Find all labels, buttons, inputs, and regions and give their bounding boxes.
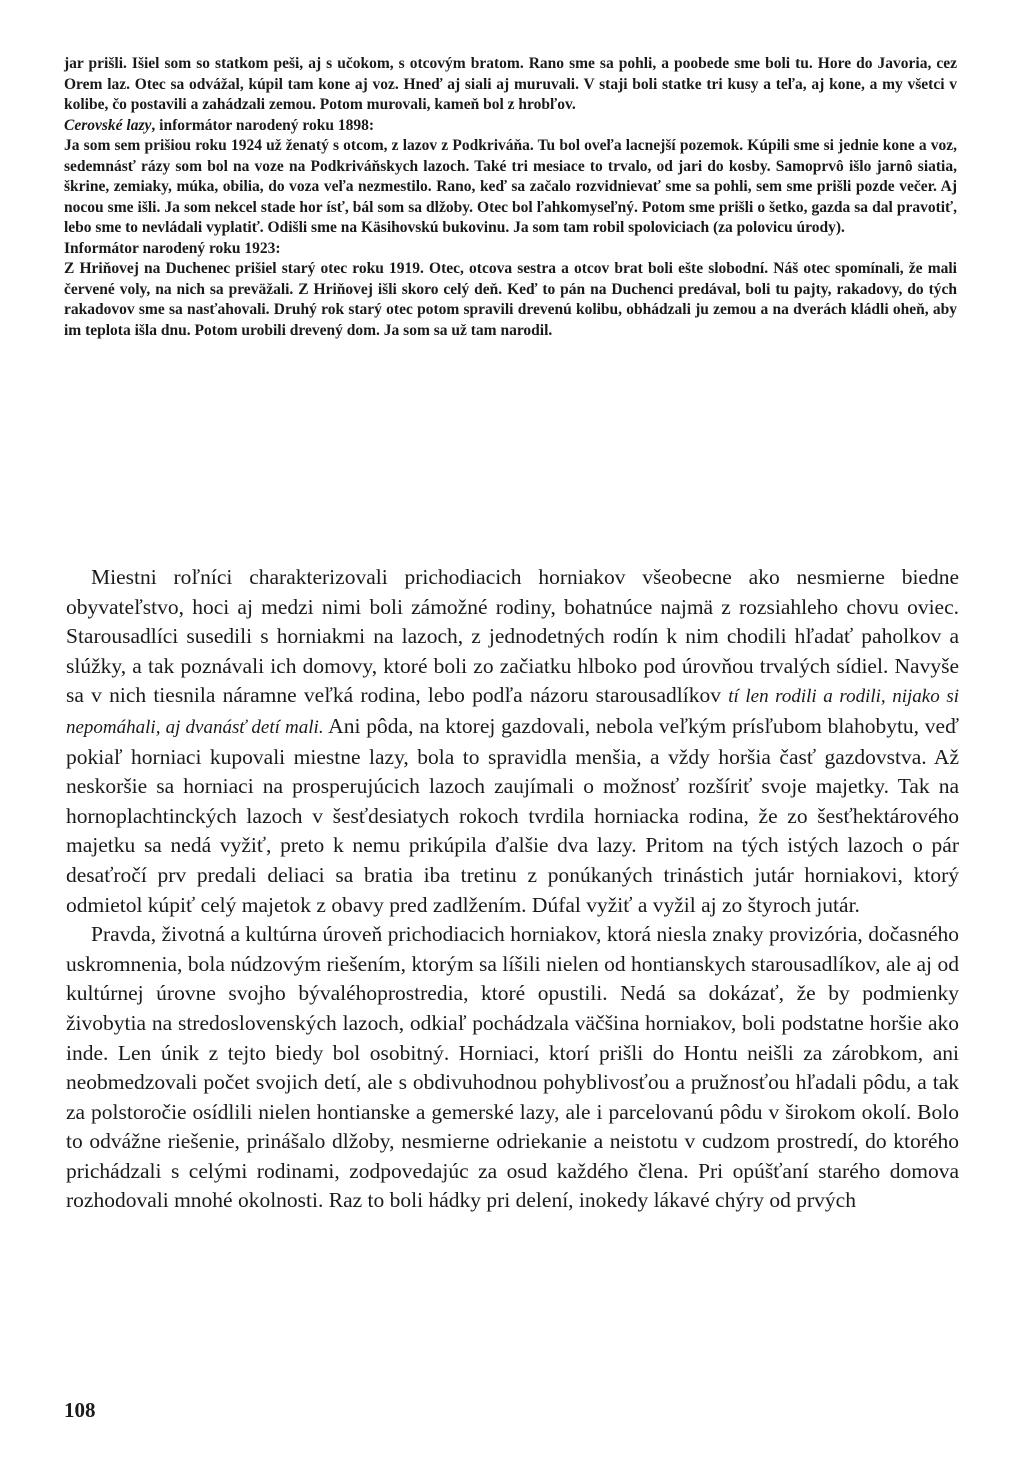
informant1-text: Ja som sem prišiou roku 1924 už ženatý s otcom, z lazov z Podkriváňa. Tu bol oveľa lacnejší pozemok. Kúpili sme si jednie kone a voz, sedemnásť rázy som bol na voze na Podkriváňskych lazoch. Také tri mesiace to trvalo, od jari do kosby. Samoprvô išlo jarnô siatia, škrine, zemiaky, múka, obilia, do voza veľa nezmestilo. Rano, keď sa začalo rozvidnievať sme sa pohli, sem sme prišli pozde večer. Aj nocou sme išli. Ja som nekcel stade hor ísť, bál som sa dlžoby. Otec bol ľahkomyseľný. Potom sme prišli o šetko, gazda sa dal pravotiť, lebo sme to nevládali vyplatiť. Odišli sme na Käsihovskú bukovinu. Ja som tam robil spoloviciach (za polovicu úrody).	[64, 137, 957, 236]
paragraph-1-end: Ani pôda, na ktorej gazdovali, nebola veľkým prísľubom blahobytu, veď pokiaľ horniaci kupovali miestne lazy, bola to spravidla menšia, a vždy horšia časť gazdovstva. Až neskoršie sa horniaci na prosperujúcich lazoch zaujímali o možnosť rozšíriť svoje majetky. Tak na hornoplachtinckých lazoch v šesťdesiatych rokoch tvrdila horniacka rodina, že zo šesťhektárového majetku sa nedá vyžiť, preto k nemu prikúpila ďalšie dva lazy. Pritom na tých istých lazoch o pár desaťročí prv predali deliaci sa bratia iba tretinu z ponúkaných trinástich jutár horniakovi, ktorý odmietol kúpiť celý majetok z obavy pred zadlžením. Dúfal vyžiť a vyžil aj zo štyroch jutár.	[66, 713, 960, 917]
testimony-continuation: jar prišli. Išiel som so statkom peši, aj s učokom, s otcovým bratom. Rano sme sa pohli, a poobede sme boli tu. Hore do Javoria, cez Orem laz. Otec sa odvážal, kúpil tam kone aj voz. Hneď aj siali aj muruvali. V staji boli statke tri kusy a teľa, aj kone, a my všetci v kolibe, čo postavili a zahádzali zemou. Potom murovali, kameň bol z hrobľov.	[64, 55, 957, 113]
paragraph-1-quote: tí len rodili a rodili, nijako si nepomáhali, aj dvanásť detí mali.	[66, 686, 959, 738]
informant2-text: Z Hriňovej na Duchenec prišiel starý otec roku 1919. Otec, otcova sestra a otcov brat boli ešte slobodní. Náš otec spomínali, že mali červené voly, na nich sa preväžali. Z Hriňovej išli skoro celý deň. Keď to pán na Duchenci predával, boli tu pajty, rakadovy, do tých rakadovov sme sa nasťahovali. Druhý rok starý otec potom spravili drevenú kolibu, obhádzali ju zemou a na dverách kládli oheň, aby im teplota išla dnu. Potom urobili drevený dom. Ja som sa už tam narodil.	[64, 260, 957, 339]
informant1-intro: , informátor narodený roku 1898:	[151, 116, 374, 134]
paragraph-1	[66, 563, 959, 920]
page-number: 108	[64, 1398, 96, 1422]
main-text	[66, 563, 959, 1216]
paragraph-2: Pravda, životná a kultúrna úroveň prichodiacich horniakov, ktorá niesla znaky provizória, dočasného uskromnenia, bola núdzovým riešením, ktorým sa líšili nielen od hontianskych starousadlíkov, ale aj od kultúrnej úrovne svojho bývaléhoprostredia, ktoré opustili. Nedá sa dokázať, že by podmienky živobytia na stredoslovenských lazoch, odkiaľ pochádzala väčšina horniakov, boli podstatne horšie ako inde. Len únik z tejto biedy bol osobitný. Horniaci, ktorí prišli do Hontu neišli za zárobkom, ani neobmedzovali počet svojich detí, ale s obdivuhodnou pohyblivosťou a pružnosťou hľadali pôdu, a tak za polstoročie osídlili nielen hontianske a gemerské lazy, ale i parcelovanú pôdu v širokom okolí. Bolo to odvážne riešenie, prinášalo dlžoby, nesmierne odriekanie a neistotu v cudzom prostredí, do ktorého prichádzali s celými rodinami, zodpovedajúc za osud každého člena. Pri opúšťaní starého domova rozhodovali mnohé okolnosti. Raz to boli hádky pri delení, inokedy lákavé chýry od prvých	[66, 922, 959, 1213]
informant1-source: Cerovské lazy	[64, 116, 152, 134]
testimony-block	[64, 54, 957, 341]
informant1-heading	[64, 116, 957, 137]
paragraph-1-start: Miestni roľníci charakterizovali prichodiacich horniakov všeobecne ako nesmierne biedne obyvateľstvo, hoci aj medzi nimi boli zámožné rodiny, bohatnúce najmä z rozsiahleho chovu oviec. Starousadlíci susedili s horniakmi na lazoch, z jednodetných rodín k nim chodili hľadať paholkov a slúžky, a tak poznávali ich domovy, ktoré boli zo začiatku hlboko pod úrovňou trvalých sídiel. Navyše sa v nich tiesnila náramne veľká rodina, lebo podľa názoru starousadlíkov	[66, 565, 959, 708]
informant2-intro: Informátor narodený roku 1923:	[64, 239, 281, 257]
